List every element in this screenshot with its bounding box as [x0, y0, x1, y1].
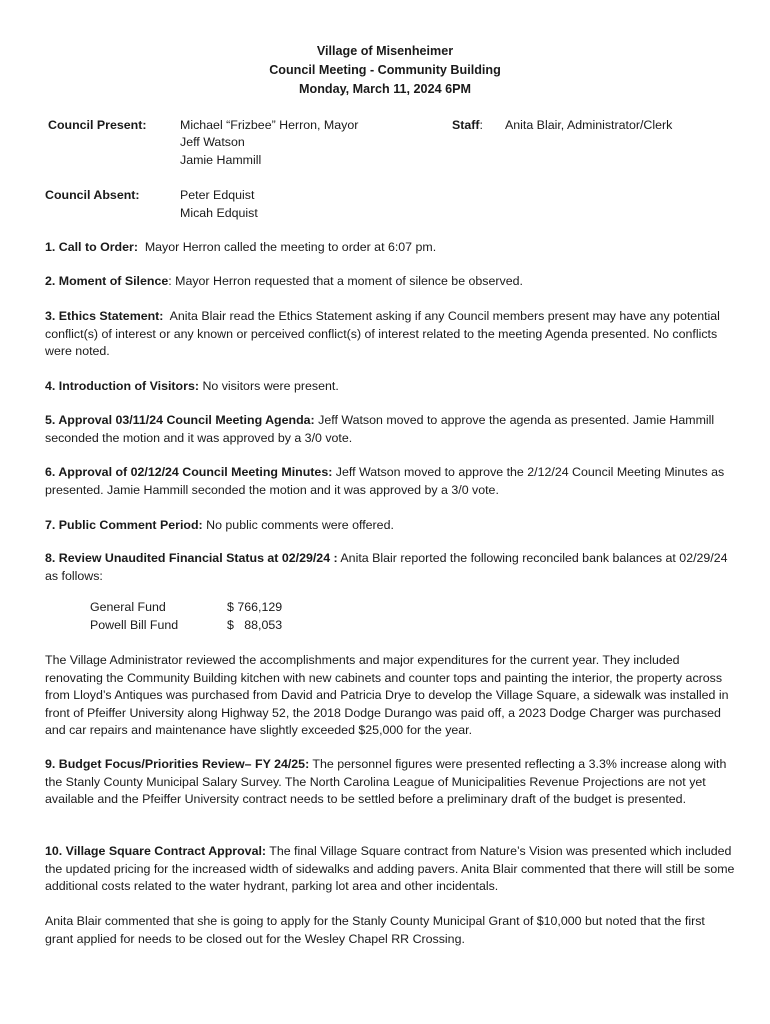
agenda-item — [45, 464, 735, 499]
agenda-item — [45, 550, 735, 585]
staff-label: Staff — [452, 118, 480, 132]
item-heading: 5. Approval 03/11/24 Council Meeting Agenda: — [45, 413, 315, 427]
fund-name: General Fund — [90, 600, 166, 614]
agenda-item — [45, 378, 735, 396]
grant-note-paragraph: Anita Blair commented that she is going to apply for the Stanly County Municipal Grant of $10,000 but noted that the first grant applied for needs to be closed out for the Wesley Chapel RR Crossing. — [45, 914, 705, 946]
present-member: Michael “Frizbee” Herron, Mayor — [180, 118, 359, 132]
item-text: The final Village Square contract from Nature’s Vision was presented which included the updated pricing for the increased width of sidewalks and adding pavers. Anita Blair commented that there will still be some additional costs related to the water hydrant, parking lot area and other incidentals. — [45, 844, 735, 894]
agenda-item — [45, 308, 735, 361]
item-heading: 4. Introduction of Visitors: — [45, 379, 199, 393]
staff-colon: : — [479, 118, 483, 132]
agenda-item — [45, 239, 735, 257]
agenda-item — [45, 273, 735, 291]
item-text: The personnel figures were presented reflecting a 3.3% increase along with the Stanly County Municipal Salary Survey. The North Carolina League of Municipalities Revenue Projections are not yet available and the Pfeiffer University contract needs to be settled before a preliminary draft of the budget is presented. — [45, 757, 727, 807]
council-present-label: Council Present: — [48, 118, 147, 132]
item-heading: 6. Approval of 02/12/24 Council Meeting Minutes: — [45, 465, 333, 479]
item-text: : Mayor Herron requested that a moment of silence be observed. — [168, 274, 523, 288]
item-text: No public comments were offered. — [206, 518, 394, 532]
item-heading: 10. Village Square Contract Approval: — [45, 844, 267, 858]
agenda-item — [45, 843, 735, 896]
admin-review-paragraph: The Village Administrator reviewed the accomplishments and major expenditures for the current year. They included renovating the Community Building kitchen with new cabinets and counter tops and painting the interior, the property across from Lloyd’s Antiques was purchased from David and Patricia Drye to develop the Village Square, a sidewalk was installed in front of Pfeiffer University along Highway 52, the 2018 Dodge Durango was paid off, a 2023 Dodge Charger was purchased and car repairs and maintenance have slightly exceeded $25,000 for the year. — [45, 653, 729, 738]
item-text: Mayor Herron called the meeting to order at 6:07 pm. — [144, 240, 437, 254]
item-text: Anita Blair reported the following reconciled bank balances at 02/29/24 as follows: — [45, 551, 728, 583]
meeting-date: Monday, March 11, 2024 6PM — [299, 82, 471, 96]
absent-member: Peter Edquist — [180, 188, 255, 202]
village-title: Village of Misenheimer — [316, 44, 454, 58]
agenda-item — [45, 756, 735, 809]
meeting-title: Council Meeting - Community Building — [269, 63, 501, 77]
council-absent-label: Council Absent: — [45, 188, 140, 202]
item-text: No visitors were present. — [202, 379, 339, 393]
item-heading: 3. Ethics Statement: — [45, 309, 164, 323]
item-text: Jeff Watson moved to approve the 2/12/24 Council Meeting Minutes as presented. Jamie Hammill seconded the motion and it was approved by a 3/0 vote. — [45, 465, 725, 497]
fund-amount: $ 88,053 — [227, 618, 283, 632]
staff-label-wrap — [452, 118, 483, 132]
absent-member: Micah Edquist — [180, 206, 258, 220]
present-member: Jeff Watson — [180, 135, 245, 149]
present-member: Jamie Hammill — [180, 153, 262, 167]
item-heading: 1. Call to Order: — [45, 240, 138, 254]
staff-member: Anita Blair, Administrator/Clerk — [505, 118, 673, 132]
item-heading: 9. Budget Focus/Priorities Review– FY 24/25: — [45, 757, 310, 771]
fund-name: Powell Bill Fund — [90, 618, 179, 632]
item-heading: 7. Public Comment Period: — [45, 518, 203, 532]
item-text: Jeff Watson moved to approve the agenda as presented. Jamie Hammill seconded the motion and it was approved by a 3/0 vote. — [45, 413, 715, 445]
item-text: Anita Blair read the Ethics Statement asking if any Council members present may have any potential conflict(s) of interest or any known or perceived conflict(s) of interest related to the meeting Agenda presented. No conflicts were noted. — [45, 309, 720, 359]
agenda-item — [45, 517, 735, 535]
agenda-item — [45, 412, 735, 447]
fund-amount: $ 766,129 — [227, 600, 283, 614]
item-heading: 8. Review Unaudited Financial Status at 02/29/24 : — [45, 551, 338, 565]
item-heading: 2. Moment of Silence — [45, 274, 169, 288]
